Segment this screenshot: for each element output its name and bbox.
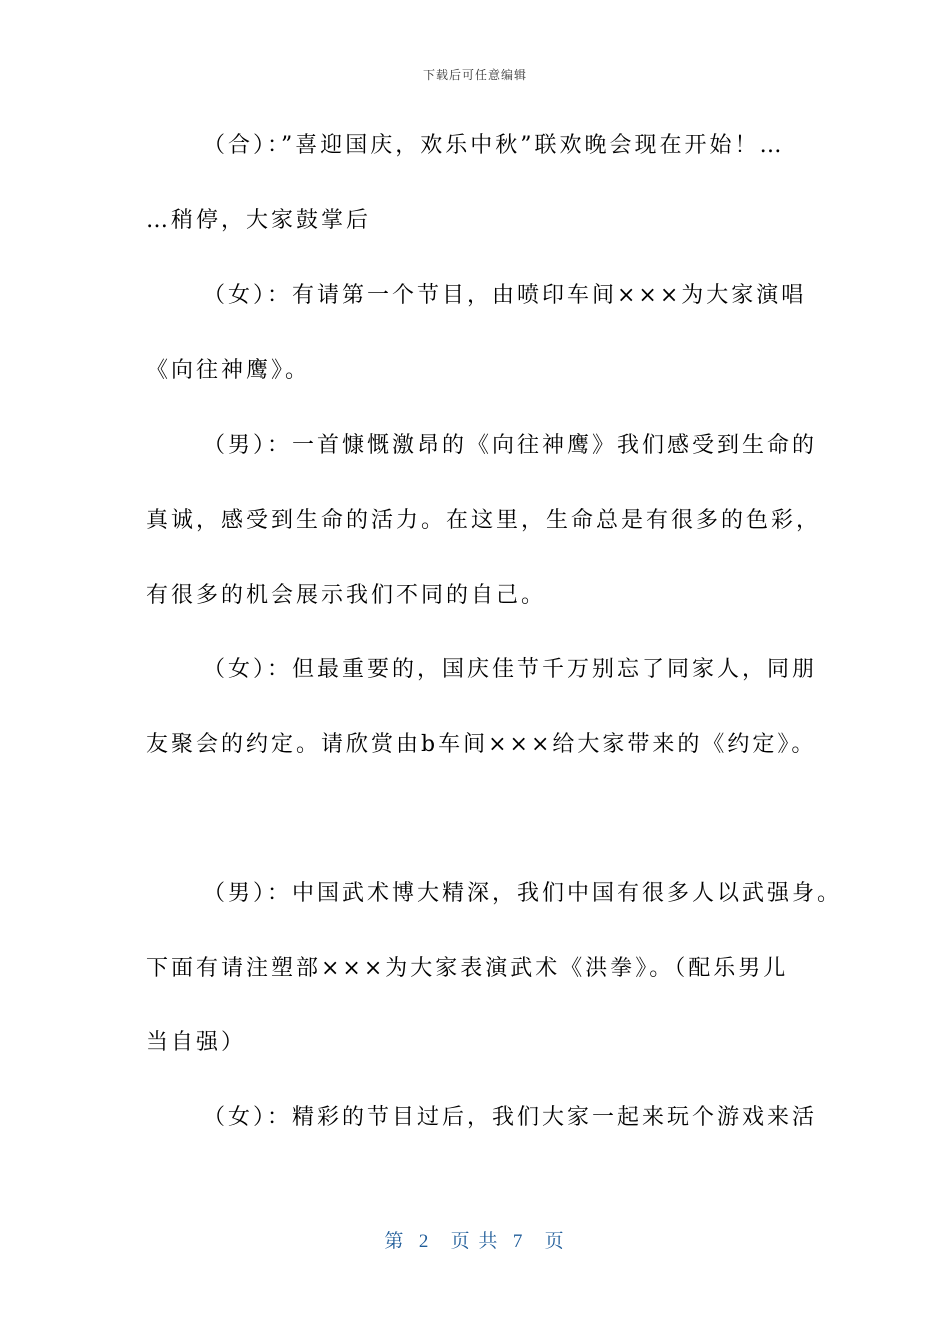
text-line: （合）：”喜迎国庆，欢乐中秋”联欢晚会现在开始！… — [203, 133, 785, 158]
text-line: 有很多的机会展示我们不同的自己。 — [146, 583, 547, 608]
text-line: （女）：有请第一个节目，由喷印车间×××为大家演唱 — [203, 283, 807, 308]
text-line: （女）：但最重要的，国庆佳节千万别忘了同家人，同朋 — [203, 657, 818, 682]
text-line: （男）：一首慷慨激昂的《向往神鹰》我们感受到生命的 — [203, 433, 818, 458]
text-line: 下面有请注塑部×××为大家表演武术《洪拳》。（配乐男儿 — [146, 956, 789, 981]
page-number: 第 2 页 共 7 页 — [384, 1231, 566, 1252]
text-line: 《向往神鹰》。 — [146, 358, 311, 383]
text-line: 友聚会的约定。请欣赏由b车间×××给大家带来的《约定》。 — [146, 732, 817, 757]
text-line: 当自强） — [146, 1030, 247, 1055]
text-line: （男）：中国武术博大精深，我们中国有很多人以武强身。 — [203, 881, 843, 906]
text-line: （女）：精彩的节目过后，我们大家一起来玩个游戏来活 — [203, 1105, 818, 1130]
text-line: 真诚，感受到生命的活力。在这里，生命总是有很多的色彩， — [146, 508, 822, 533]
header-note: 下载后可任意编辑 — [422, 68, 527, 82]
text-line: …稍停，大家鼓掌后 — [146, 208, 372, 233]
